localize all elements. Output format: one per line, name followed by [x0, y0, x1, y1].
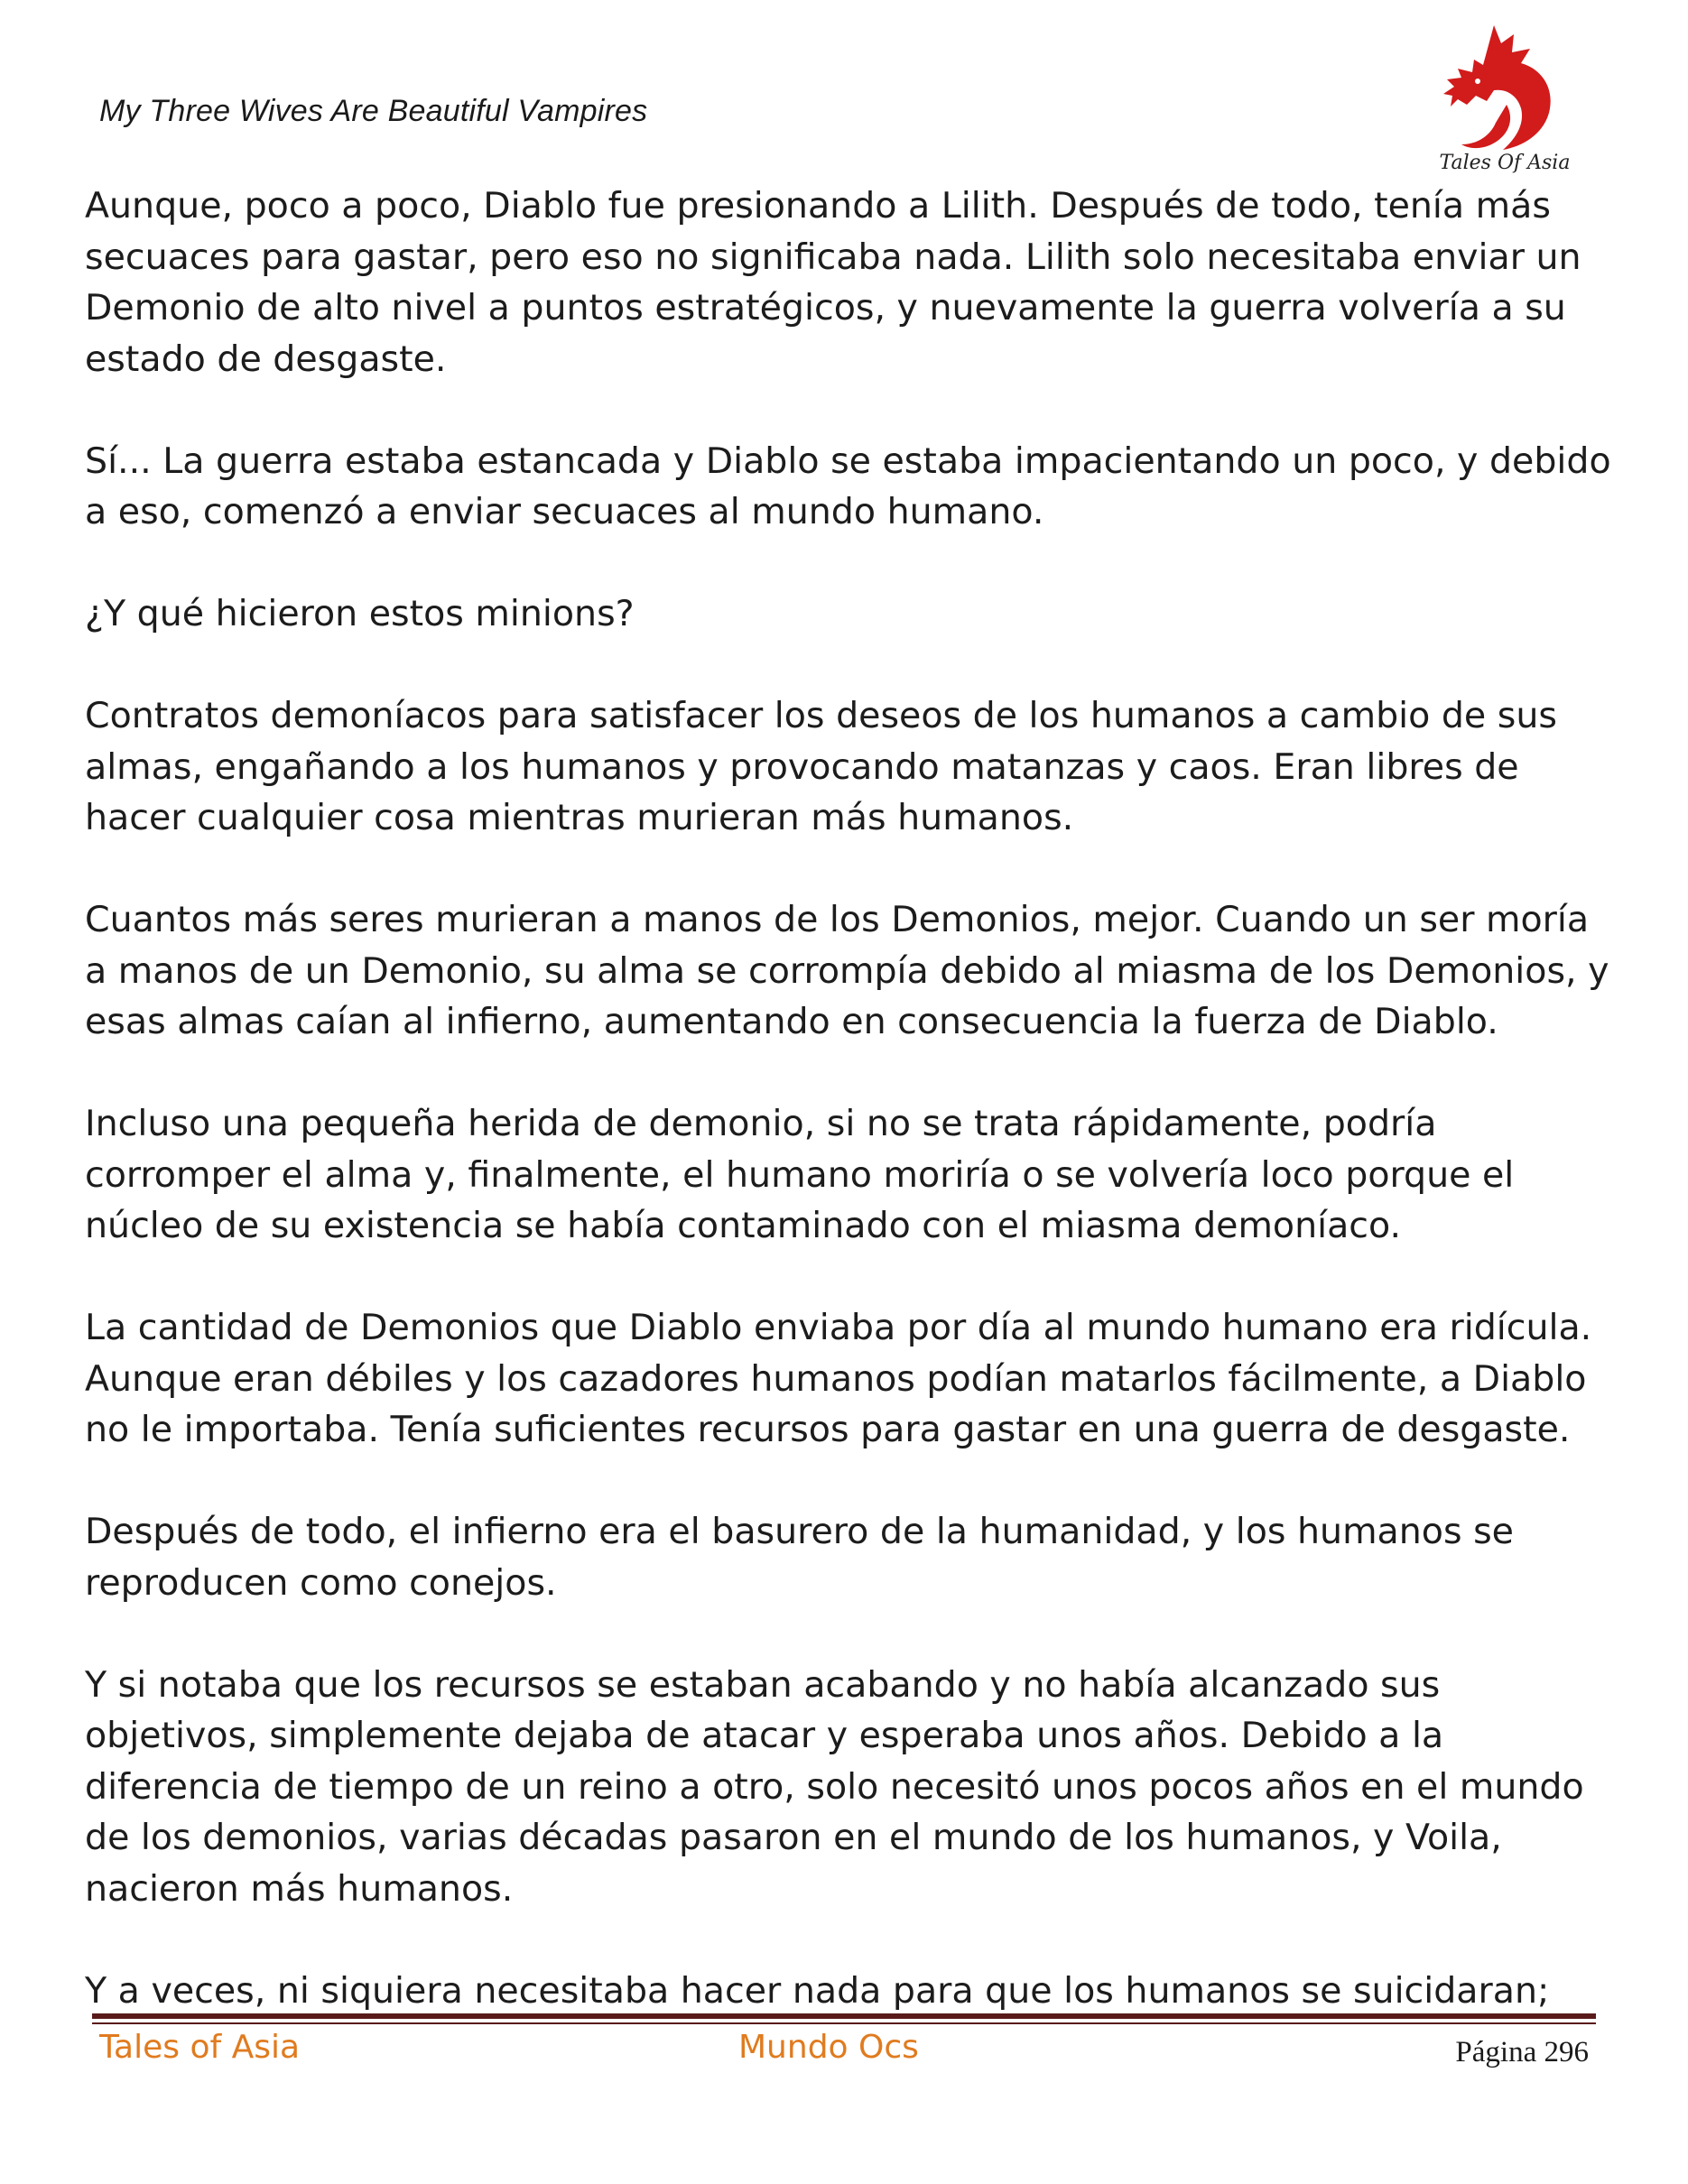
paragraph: Y si notaba que los recursos se estaban acabando y no había alcanzado sus objetivos, simplemente dejaba de atacar y esperaba unos años. Debido a la diferencia de tiempo de un reino a otro, solo necesitó unos pocos años en el mundo de los demonios, varias décadas pasaron en el mundo de los humanos, y Voila, nacieron más humanos.	[85, 1663, 1584, 1910]
footer-site-name: Tales of Asia	[99, 2029, 301, 2066]
logo-text: Tales Of Asia	[1439, 152, 1571, 174]
book-title: My Three Wives Are Beautiful Vampires	[99, 94, 648, 128]
footer-divider-thick	[92, 2013, 1596, 2019]
paragraph: Cuantos más seres murieran a manos de los Demonios, mejor. Cuando un ser moría a manos de un Demonio, su alma se corrompía debido al miasma de los Demonios, y esas almas caían al infierno, aumentando en consecuencia la fuerza de Diablo.	[85, 899, 1609, 1042]
paragraph: Contratos demoníacos para satisfacer los deseos de los humanos a cambio de sus almas, engañando a los humanos y provocando matanzas y caos. Eran libres de hacer cualquier cosa mientras murieran más humanos.	[85, 695, 1557, 838]
paragraph: Después de todo, el infierno era el basurero de la humanidad, y los humanos se reproducen como conejos.	[85, 1511, 1514, 1604]
footer-divider-thin	[92, 2022, 1596, 2024]
paragraph: ¿Y qué hicieron estos minions?	[85, 593, 635, 634]
paragraph: La cantidad de Demonios que Diablo enviaba por día al mundo humano era ridícula. Aunque eran débiles y los cazadores humanos podían matarlos fácilmente, a Diablo no le importaba. Tenía suficientes recursos para gastar en una guerra de desgaste.	[85, 1307, 1592, 1450]
paragraph: Aunque, poco a poco, Diablo fue presionando a Lilith. Después de todo, tenía más secuaces para gastar, pero eso no significaba nada. Lilith solo necesitaba enviar un Demonio de alto nivel a puntos estratégicos, y nuevamente la guerra volvería a su estado de desgaste.	[85, 185, 1581, 380]
body-text	[85, 180, 1619, 2016]
paragraph: Incluso una pequeña herida de demonio, si no se trata rápidamente, podría corromper el alma y, finalmente, el humano moriría o se volvería loco porque el núcleo de su existencia se había contaminado con el miasma demoníaco.	[85, 1103, 1515, 1246]
paragraph: Y a veces, ni siquiera necesitaba hacer nada para que los humanos se suicidaran;	[85, 1969, 1550, 2012]
footer-section-name: Mundo Ocs	[738, 2029, 919, 2066]
page-number: Página 296	[1455, 2036, 1589, 2068]
paragraph: Sí... La guerra estaba estancada y Diablo se estaba impacientando un poco, y debido a eso, comenzó a enviar secuaces al mundo humano.	[85, 440, 1611, 532]
